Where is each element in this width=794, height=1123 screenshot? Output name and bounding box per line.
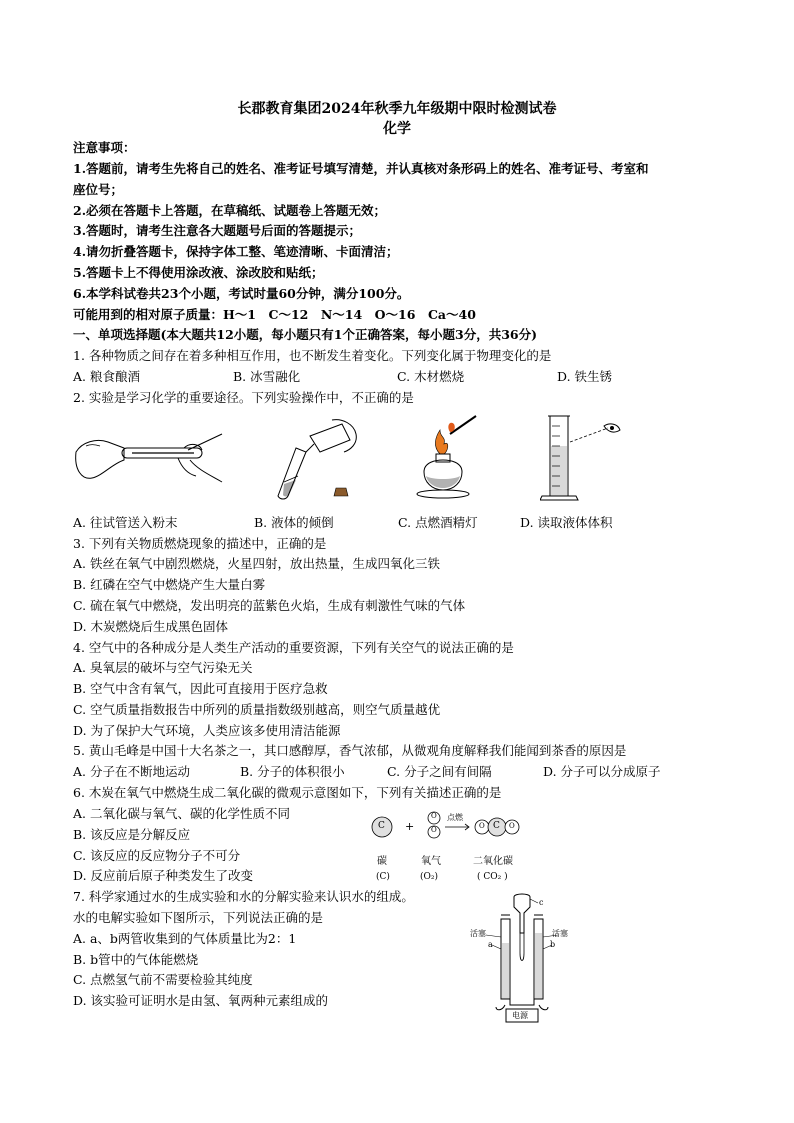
- q6-option-a: A. 二氧化碳与氧气、碳的化学性质不同: [73, 806, 290, 821]
- valve-left-label: 活塞: [470, 929, 486, 938]
- q5-option-d: D. 分子可以分成原子: [543, 764, 661, 779]
- note-item: 5.答题卡上不得使用涂改液、涂改胶和贴纸；: [73, 265, 324, 280]
- q4-option-c: C. 空气质量指数报告中所列的质量指数级别越高，则空气质量越优: [73, 702, 441, 717]
- q7-stem-2: 水的电解实验如下图所示，下列说法正确的是: [73, 910, 324, 925]
- formula-oxygen: (O₂): [420, 872, 439, 882]
- formula-carbon: (C): [376, 872, 390, 882]
- q2-option-d: D. 读取液体体积: [520, 515, 613, 530]
- q5-option-a: A. 分子在不断地运动: [73, 764, 190, 779]
- q2-stem: 2. 实验是学习化学的重要途径。下列实验操作中，不正确的是: [73, 390, 414, 405]
- q6-option-d: D. 反应前后原子种类发生了改变: [73, 868, 254, 883]
- note-item: 3.答题时，请考生注意各大题题号后面的答题提示；: [73, 223, 362, 238]
- q1-option-a: A. 粮食酿酒: [73, 369, 140, 384]
- exam-subject: 化学: [383, 121, 411, 137]
- q4-stem: 4. 空气中的各种成分是人类生产活动的重要资源，下列有关空气的说法正确的是: [73, 640, 514, 655]
- figure-pouring-liquid: [270, 418, 360, 500]
- figure-alcohol-lamp: [410, 410, 490, 502]
- q6-option-c: C. 该反应的反应物分子不可分: [73, 848, 241, 863]
- oxygen-atom-label: O: [479, 822, 485, 830]
- name-oxygen: 氧气: [421, 856, 441, 867]
- oxygen-atom-label: O: [431, 812, 437, 820]
- carbon-atom-label: C: [378, 821, 385, 831]
- figure-graduated-cylinder: [540, 412, 630, 504]
- q6-stem: 6. 木炭在氧气中燃烧生成二氧化碳的微观示意图如下，下列有关描述正确的是: [73, 785, 502, 800]
- q4-option-b: B. 空气中含有氧气，因此可直接用于医疗急救: [73, 681, 328, 696]
- notes-heading: 注意事项：: [73, 140, 136, 155]
- name-co2: 二氧化碳: [473, 856, 513, 867]
- note-item: 2.必须在答题卡上答题，在草稿纸、试题卷上答题无效；: [73, 203, 387, 218]
- oxygen-atom-label: O: [509, 822, 515, 830]
- q3-option-b: B. 红磷在空气中燃烧产生大量白雾: [73, 577, 266, 592]
- q1-option-d: D. 铁生锈: [557, 369, 613, 384]
- q3-option-d: D. 木炭燃烧后生成黑色固体: [73, 619, 229, 634]
- funnel-c-label: c: [539, 898, 544, 907]
- q5-option-b: B. 分子的体积很小: [240, 764, 345, 779]
- q6-micro-diagram: [365, 810, 535, 888]
- q1-stem: 1. 各种物质之间存在着多种相互作用，也不断发生着变化。下列变化属于物理变化的是: [73, 348, 552, 363]
- q2-option-a: A. 往试管送入粉末: [73, 515, 178, 530]
- name-carbon: 碳: [377, 856, 387, 867]
- exam-title: 长郡教育集团2024年秋季九年级期中限时检测试卷: [237, 101, 557, 117]
- electrolysis-apparatus-shape: [466, 893, 578, 1025]
- power-supply-label: 电源: [512, 1011, 528, 1020]
- carbon-atom-label: C: [493, 821, 500, 831]
- tube-b-label: b: [550, 940, 556, 949]
- formula-co2: ( CO₂ ): [477, 872, 508, 882]
- atomic-mass-line: 可能用到的相对原子质量：H～1 C～12 N～14 O～16 Ca～40: [73, 307, 476, 322]
- q1-option-c: C. 木材燃烧: [397, 369, 465, 384]
- q7-option-b: B. b管中的气体能燃烧: [73, 952, 199, 967]
- q7-stem: 7. 科学家通过水的生成实验和水的分解实验来认识水的组成。: [73, 889, 414, 904]
- note-item: 1.答题前，请考生先将自己的姓名、准考证号填写清楚，并认真核对条形码上的姓名、准考证号、考室和: [73, 161, 649, 176]
- oxygen-atom-label: O: [431, 826, 437, 834]
- q2-option-b: B. 液体的倾倒: [254, 515, 334, 530]
- q5-option-c: C. 分子之间有间隔: [387, 764, 492, 779]
- plus-sign: +: [405, 820, 415, 833]
- note-item: 4.请勿折叠答题卡，保持字体工整、笔迹清晰、卡面清洁；: [73, 244, 399, 259]
- note-item: 6.本学科试卷共23个小题，考试时量60分钟，满分100分。: [73, 286, 410, 301]
- note-item: 座位号；: [73, 182, 124, 197]
- q3-option-a: A. 铁丝在氧气中剧烈燃烧，火星四射，放出热量，生成四氧化三铁: [73, 556, 440, 571]
- q3-option-c: C. 硫在氧气中燃烧，发出明亮的蓝紫色火焰，生成有刺激性气味的气体: [73, 598, 466, 613]
- q1-option-b: B. 冰雪融化: [233, 369, 301, 384]
- q7-option-c: C. 点燃氢气前不需要检验其纯度: [73, 972, 253, 987]
- q2-option-c: C. 点燃酒精灯: [398, 515, 478, 530]
- reaction-condition: 点燃: [447, 813, 463, 822]
- q5-stem: 5. 黄山毛峰是中国十大名茶之一，其口感醇厚，香气浓郁，从微观角度解释我们能闻到茶香的原因是: [73, 743, 627, 758]
- tube-a-label: a: [488, 940, 493, 949]
- q4-option-a: A. 臭氧层的破坏与空气污染无关: [73, 660, 253, 675]
- q7-option-a: A. a、b两管收集到的气体质量比为2：1: [73, 931, 297, 946]
- q7-option-d: D. 该实验可证明水是由氢、氧两种元素组成的: [73, 993, 329, 1008]
- q6-option-b: B. 该反应是分解反应: [73, 827, 191, 842]
- figure-powder-into-tube: [72, 430, 228, 488]
- section1-heading: 一、单项选择题(本大题共12小题，每小题只有1个正确答案，每小题3分，共36分): [73, 327, 538, 342]
- q3-stem: 3. 下列有关物质燃烧现象的描述中，正确的是: [73, 536, 327, 551]
- q4-option-d: D. 为了保护大气环境，人类应该多使用清洁能源: [73, 723, 341, 738]
- q7-electrolysis-diagram: [466, 893, 578, 1025]
- valve-right-label: 活塞: [552, 929, 568, 938]
